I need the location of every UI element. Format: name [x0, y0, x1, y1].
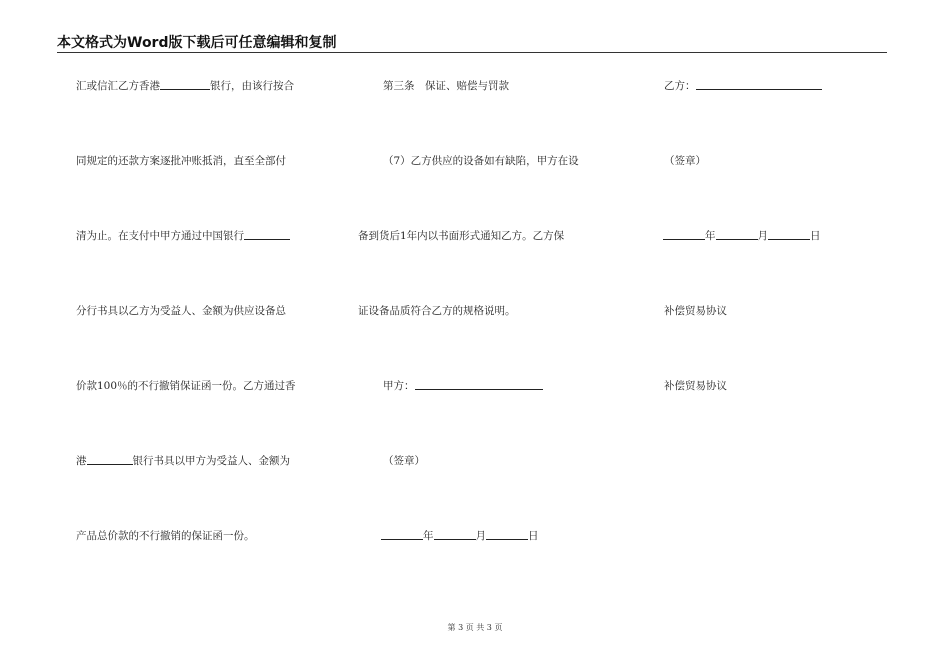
- col2-line-2: （7）乙方供应的设备如有缺陷，甲方在设: [383, 155, 579, 167]
- month-label: 月: [757, 230, 768, 242]
- col3-date: [663, 229, 821, 243]
- col1-line-1-text-a: 汇或信汇乙方香港: [76, 80, 160, 92]
- year-label: 年: [423, 530, 434, 542]
- day-blank: [768, 229, 810, 240]
- col1-line-6: [76, 454, 290, 468]
- signature-blank: [696, 79, 822, 90]
- col2-date: [381, 529, 539, 543]
- col1-line-5: 价款100％的不行撤销保证函一份。乙方通过香: [76, 380, 296, 392]
- page-number: 第 3 页 共 3 页: [447, 623, 503, 632]
- col1-line-6-text-a: 港: [76, 455, 87, 467]
- party-b-label: 乙方：: [664, 80, 696, 92]
- day-label: 日: [810, 230, 821, 242]
- col1-line-1-text-b: 银行，由该行按合: [210, 80, 294, 92]
- header-divider: [57, 52, 887, 53]
- col2-section-heading: 第三条 保证、赔偿与罚款: [383, 80, 509, 92]
- col2-line-4: 证设备品质符合乙方的规格说明。: [358, 305, 516, 317]
- month-blank: [434, 529, 476, 540]
- col3-party-b: [664, 79, 822, 93]
- day-blank: [486, 529, 528, 540]
- fill-blank: [87, 454, 133, 465]
- col1-line-2: 同规定的还款方案逐批冲账抵消，直至全部付: [76, 155, 286, 167]
- year-blank: [663, 229, 705, 240]
- fill-blank: [244, 229, 290, 240]
- col2-seal: （签章）: [383, 455, 425, 467]
- col1-line-3: [76, 229, 290, 243]
- col1-line-4: 分行书具以乙方为受益人、金额为供应设备总: [76, 305, 286, 317]
- year-label: 年: [705, 230, 716, 242]
- month-label: 月: [475, 530, 486, 542]
- month-blank: [716, 229, 758, 240]
- col3-title-1: 补偿贸易协议: [664, 305, 727, 317]
- day-label: 日: [528, 530, 539, 542]
- fill-blank: [160, 79, 210, 90]
- col2-party-a: [383, 379, 543, 393]
- page-header: 本文格式为Word版下载后可任意编辑和复制: [57, 35, 337, 51]
- col1-line-3-text: 清为止。在支付中甲方通过中国银行: [76, 230, 244, 242]
- year-blank: [381, 529, 423, 540]
- signature-blank: [415, 379, 543, 390]
- col3-seal: （签章）: [664, 155, 706, 167]
- col1-line-7: 产品总价款的不行撤销的保证函一份。: [76, 530, 255, 542]
- col2-line-3: 备到货后1年内以书面形式通知乙方。乙方保: [358, 230, 565, 242]
- party-a-label: 甲方：: [383, 380, 415, 392]
- col3-title-2: 补偿贸易协议: [664, 380, 727, 392]
- col1-line-1: [76, 79, 294, 93]
- col1-line-6-text-b: 银行书具以甲方为受益人、金额为: [132, 455, 290, 467]
